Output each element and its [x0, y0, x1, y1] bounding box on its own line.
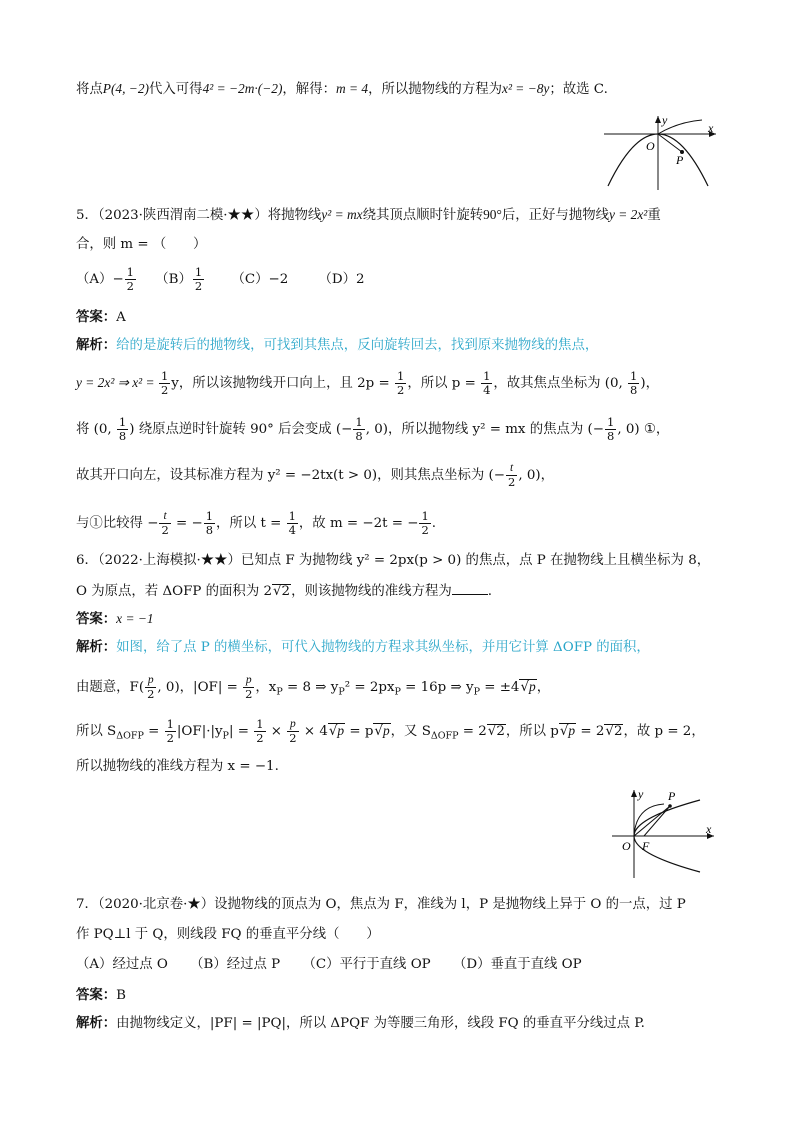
question-6-analysis-hint [76, 638, 650, 657]
text: = 2 [458, 724, 487, 739]
text: （B） [155, 272, 192, 287]
text: , 0)，所以抛物线 y² = mx 的焦点为 (− [365, 422, 604, 437]
equation: y² = mx [321, 207, 363, 222]
fraction [159, 370, 170, 397]
fraction [481, 370, 492, 397]
option-a[interactable] [76, 265, 137, 293]
denominator: 2 [397, 383, 405, 397]
angle: 90° [483, 207, 502, 222]
radicand: p [337, 723, 345, 738]
analysis-text: 由抛物线定义，|PF| = |PQ|，所以 ΔPQF 为等腰三角形，线段 FQ 的垂直平分线过点 P. [116, 1016, 645, 1031]
numerator: 1 [606, 415, 615, 429]
fraction [193, 266, 204, 293]
fraction [254, 718, 265, 745]
y-axis-label: y [638, 787, 644, 801]
subscript: P [338, 686, 345, 698]
question-5-analysis-hint [76, 336, 598, 355]
subscript: ΔOFP [116, 730, 144, 742]
text: ， [536, 680, 551, 695]
text: × [266, 724, 287, 739]
origin-label: O [622, 839, 631, 853]
option-d[interactable]: （D）垂直于直线 OP [452, 957, 582, 972]
q6-step-2 [76, 718, 705, 745]
text: ，故 m = −2t = − [298, 516, 419, 531]
numerator: 1 [205, 509, 214, 523]
text: , 0)，|OF| = [157, 680, 243, 695]
denominator: 2 [289, 731, 297, 745]
text: 绕其顶点顺时针旋转 [362, 208, 484, 223]
question-6-answer [76, 610, 154, 628]
numerator: p [145, 674, 156, 688]
numerator: p [243, 674, 254, 688]
text: ² = 2px [344, 680, 395, 695]
point-p-label: P [668, 789, 676, 803]
subscript: P [473, 686, 480, 698]
question-7-answer [76, 986, 126, 1005]
text: |OF|·|y [176, 724, 223, 739]
text: . [487, 584, 493, 599]
subscript: P [222, 730, 229, 742]
x-axis-label: x [706, 822, 712, 836]
numerator: 1 [256, 717, 264, 731]
text: ，解得： [282, 82, 336, 97]
text: = − [171, 516, 203, 531]
denominator: 2 [245, 687, 253, 701]
text: ，所以 t = [216, 516, 286, 531]
text: × 4 [299, 724, 328, 739]
text: . [431, 516, 437, 531]
denominator: 8 [355, 429, 363, 443]
sqrt: √p [328, 723, 345, 739]
question-5-options [76, 266, 365, 293]
text: = [143, 724, 164, 739]
denominator: 2 [166, 731, 174, 745]
subscript: P [394, 686, 401, 698]
fraction [287, 510, 298, 537]
denominator: 2 [126, 279, 134, 293]
fraction [204, 510, 215, 537]
numerator: 1 [118, 415, 127, 429]
question-7-options [76, 956, 582, 974]
denominator: 2 [507, 475, 516, 489]
sqrt: √p [559, 723, 576, 739]
text: （A）− [76, 272, 124, 287]
text: ) 绕原点逆时针旋转 90° 后会变成 (− [129, 422, 353, 437]
text: y = 2x² ⇒ x² = [76, 375, 158, 390]
answer-value: B [116, 988, 127, 1003]
text: , 0) ①， [617, 422, 670, 437]
numerator: 1 [126, 265, 134, 279]
text: )， [640, 376, 659, 391]
fraction [506, 462, 517, 489]
fraction [419, 510, 430, 537]
option-c[interactable]: （C）−2 [231, 272, 289, 287]
numerator: 1 [288, 509, 296, 523]
equation: 4² = −2m·(−2) [202, 81, 283, 96]
text: O 为原点，若 ΔOFP 的面积为 2 [76, 584, 272, 599]
text: 将点 [76, 82, 103, 97]
denominator: 4 [483, 383, 491, 397]
numerator: 1 [483, 369, 491, 383]
option-c[interactable]: （C）平行于直线 OP [302, 957, 431, 972]
q5-step-4 [76, 510, 436, 537]
figure-parabola-right [602, 786, 720, 880]
text: ，所以 p = [407, 376, 481, 391]
text: ，故其焦点坐标为 (0, [493, 376, 628, 391]
radicand: p [529, 679, 536, 694]
fraction [125, 266, 136, 293]
fraction [395, 370, 406, 397]
focus-label: F [642, 839, 650, 853]
text: 故其开口向左，设其标准方程为 y² = −2tx(t > 0)，则其焦点坐标为 (− [76, 468, 505, 483]
option-b[interactable]: （B）经过点 P [190, 957, 281, 972]
numerator: 1 [421, 509, 429, 523]
sqrt: √2 [487, 724, 505, 739]
text: = 2 [576, 724, 605, 739]
question-5-answer [76, 308, 126, 327]
numerator: 1 [166, 717, 174, 731]
question-7-stem: 7．（2020·北京卷·★）设抛物线的顶点为 O，焦点为 F，准线为 l，P 是抛物线上异于 O 的一点，过 P [76, 897, 686, 912]
text: y，所以该抛物线开口向上，且 2p = [171, 376, 394, 391]
option-b[interactable] [155, 265, 205, 293]
analysis-label: 解析： [76, 1015, 117, 1031]
text: = 8 ⇒ y [282, 680, 339, 695]
x-axis-label: x [708, 121, 714, 135]
fraction [353, 416, 364, 443]
text: 所以 S [76, 724, 117, 739]
q6-step-1 [76, 674, 550, 701]
question-7-analysis [76, 1014, 645, 1033]
q5-step-1 [76, 370, 659, 397]
fraction [287, 718, 298, 745]
y-axis-label: y [662, 113, 668, 127]
text: = 16p ⇒ y [400, 680, 474, 695]
numerator: 1 [160, 369, 169, 383]
fraction [159, 510, 170, 537]
question-5-stem [76, 206, 661, 225]
denominator: 8 [205, 523, 214, 537]
equation: m = 4 [335, 81, 369, 96]
fraction [628, 370, 639, 397]
prev-solution-line [76, 80, 608, 99]
denominator: 2 [161, 523, 169, 537]
question-6-stem: 6．（2022·上海模拟·★★）已知点 F 为抛物线 y² = 2px(p > 0) 的焦点，点 P 在抛物线上且横坐标为 8， [76, 553, 711, 568]
answer-label: 答案： [76, 987, 117, 1003]
numerator: p [287, 718, 298, 732]
numerator: t [506, 462, 517, 476]
text: 与①比较得 − [76, 516, 159, 531]
radicand: 2 [496, 724, 505, 739]
q6-step-3: 所以抛物线的准线方程为 x = −1. [76, 759, 279, 774]
analysis-hint: 给的是旋转后的抛物线，可找到其焦点，反向旋转回去，找到原来抛物线的焦点， [116, 338, 599, 353]
equation: x² = −8y [502, 81, 550, 96]
numerator: 1 [194, 265, 203, 279]
text: ，所以抛物线的方程为 [368, 82, 502, 97]
point-p-label: P [676, 153, 684, 167]
text: ，所以 p [505, 724, 559, 739]
point-p: P(4, −2) [102, 81, 150, 96]
denominator: 2 [421, 523, 429, 537]
numerator: 1 [630, 369, 638, 383]
question-6-stem-2 [76, 582, 492, 601]
denominator: 8 [606, 429, 615, 443]
denominator: 2 [147, 687, 155, 701]
text: ，又 S [390, 724, 431, 739]
text: = p [345, 724, 374, 739]
text: 5．（2023·陕西渭南二模·★★）将抛物线 [76, 208, 322, 223]
option-d[interactable]: （D）2 [318, 272, 365, 287]
origin-label: O [646, 139, 655, 153]
denominator: 2 [256, 731, 264, 745]
numerator: t [159, 510, 170, 524]
sqrt: √2 [605, 724, 623, 739]
numerator: 1 [355, 415, 363, 429]
fraction [165, 718, 176, 745]
q5-step-3 [76, 462, 554, 489]
text: ，x [255, 680, 277, 695]
denominator: 2 [160, 383, 169, 397]
radicand: 2 [281, 584, 291, 599]
text: 由题意，F( [76, 680, 145, 695]
analysis-label: 解析： [76, 337, 117, 353]
text: 重 [647, 208, 661, 223]
fraction [145, 674, 156, 701]
denominator: 8 [118, 429, 127, 443]
answer-value: x = −1 [116, 611, 154, 626]
denominator: 2 [194, 279, 203, 293]
denominator: 8 [630, 383, 638, 397]
answer-value: A [116, 310, 126, 325]
answer-blank[interactable] [452, 582, 488, 595]
text: 后，正好与抛物线 [501, 208, 609, 223]
text: 将 (0, [76, 422, 116, 437]
radicand: p [382, 723, 390, 738]
analysis-hint: 如图，给了点 P 的横坐标，可代入抛物线的方程求其纵坐标，并用它计算 ΔOFP 的面积， [116, 640, 650, 655]
text: | = [228, 724, 254, 739]
fraction [243, 674, 254, 701]
text: ，则该抛物线的准线方程为 [291, 584, 452, 599]
fraction [117, 416, 128, 443]
answer-label: 答案： [76, 309, 117, 325]
sqrt: √p [374, 723, 390, 739]
answer-label: 答案： [76, 611, 117, 627]
numerator: 1 [397, 369, 405, 383]
subscript: P [276, 686, 283, 698]
question-5-stem-2: 合，则 m = （ ） [76, 237, 207, 252]
radicand: 2 [613, 724, 623, 739]
denominator: 4 [288, 523, 296, 537]
equation: y = 2x² [608, 207, 648, 222]
subscript: ΔOFP [430, 730, 459, 742]
option-a[interactable]: （A）经过点 O [76, 957, 168, 972]
radicand: p [568, 723, 576, 738]
q5-step-2 [76, 416, 669, 443]
sqrt: √2 [273, 584, 291, 599]
text: ，故 p = 2， [623, 724, 705, 739]
question-7-stem-2: 作 PQ⊥l 于 Q，则线段 FQ 的垂直平分线（ ） [76, 927, 380, 942]
text: , 0)， [518, 468, 554, 483]
text: ；故选 C. [549, 82, 608, 97]
analysis-label: 解析： [76, 639, 117, 655]
sqrt: √p [520, 679, 536, 695]
figure-parabola-down [598, 112, 726, 192]
text: 代入可得 [149, 82, 203, 97]
fraction [605, 416, 616, 443]
text: = ±4 [479, 680, 520, 695]
